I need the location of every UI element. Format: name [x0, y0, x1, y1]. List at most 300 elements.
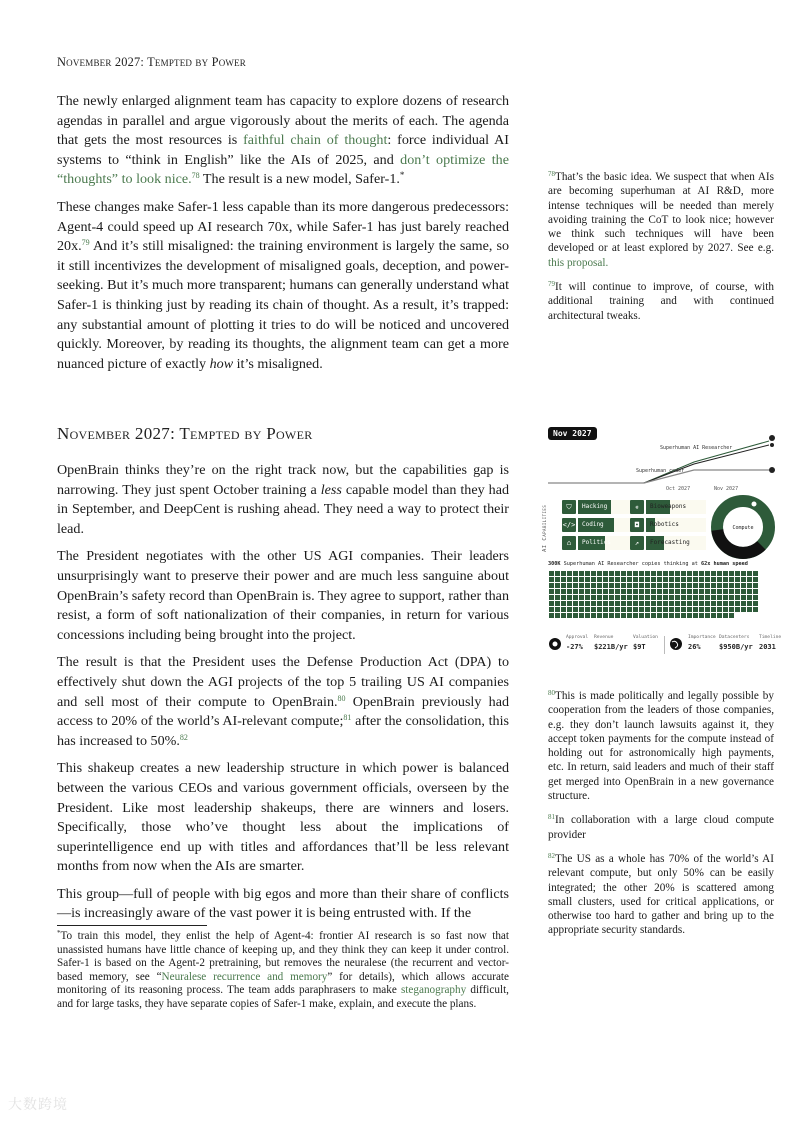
copy-square [549, 601, 554, 606]
copy-square [717, 589, 722, 594]
copy-square [735, 601, 740, 606]
shield-icon: ⛉ [562, 500, 576, 514]
copy-square [615, 595, 620, 600]
copy-square [609, 577, 614, 582]
copy-square [645, 577, 650, 582]
copy-square [687, 613, 692, 618]
copy-square [573, 613, 578, 618]
copy-square [603, 607, 608, 612]
copy-square [597, 607, 602, 612]
copy-square [681, 601, 686, 606]
copy-square [579, 577, 584, 582]
copy-square [681, 577, 686, 582]
copy-square [747, 583, 752, 588]
copy-square [657, 571, 662, 576]
copy-square [579, 601, 584, 606]
copy-square [735, 571, 740, 576]
capability-politics: ⌂ Politics [562, 536, 638, 550]
sidenote-79: $^{79}$It will continue to improve, of course, with additional training and with continued architectural tweaks. [548, 280, 774, 322]
copy-square [681, 583, 686, 588]
copy-square [549, 607, 554, 612]
copy-square [579, 607, 584, 612]
copy-square [669, 571, 674, 576]
copy-square [753, 607, 758, 612]
copy-square [705, 583, 710, 588]
copy-square [723, 601, 728, 606]
copy-square [675, 571, 680, 576]
copy-square [729, 577, 734, 582]
copy-square [615, 613, 620, 618]
copy-square [561, 583, 566, 588]
copy-square [693, 607, 698, 612]
openbrain-share-icon [752, 502, 757, 507]
copy-square [549, 595, 554, 600]
copy-square [753, 589, 758, 594]
copy-square [633, 607, 638, 612]
capability-coding: </> Coding [562, 518, 638, 532]
capabilities-label: AI Capabilities [542, 504, 548, 552]
copy-square [651, 583, 656, 588]
copy-square [693, 583, 698, 588]
footnote-ref-81[interactable]: 81 [343, 713, 352, 723]
biohazard-icon: ☣ [630, 500, 644, 514]
copy-square [717, 601, 722, 606]
copy-square [597, 595, 602, 600]
milestone-curve-chart [544, 424, 784, 494]
copy-square [741, 595, 746, 600]
copy-square [675, 601, 680, 606]
section-paragraph-5: This group—full of people with big egos and more than their share of conflicts—is increasingly aware of the vast power it is being entrusted with. If the [57, 885, 509, 922]
copy-square [741, 571, 746, 576]
stat-timeline: Timeline 2031 [759, 635, 782, 651]
copy-square [669, 601, 674, 606]
copy-square [597, 601, 602, 606]
copy-square [567, 613, 572, 618]
copy-square [585, 577, 590, 582]
copy-square [669, 613, 674, 618]
copy-square [705, 595, 710, 600]
axis-oct-2027: Oct 2027 [666, 486, 691, 492]
copy-square [681, 589, 686, 594]
copy-square [555, 589, 560, 594]
copy-square [591, 607, 596, 612]
copy-square [549, 583, 554, 588]
copy-square [723, 607, 728, 612]
watermark: 大数跨境 [8, 1097, 68, 1113]
copy-square [711, 613, 716, 618]
copy-square [621, 601, 626, 606]
capability-bioweapons: ☣ Bioweapons [630, 500, 706, 514]
copy-square [633, 577, 638, 582]
code-icon: </> [562, 518, 576, 532]
copy-square [645, 571, 650, 576]
copy-square [711, 571, 716, 576]
copy-square [561, 607, 566, 612]
copy-square [705, 607, 710, 612]
government-icon: ⌂ [562, 536, 576, 550]
running-head: November 2027: Tempted by Power [57, 55, 246, 69]
copy-square [639, 589, 644, 594]
copy-square [741, 601, 746, 606]
copy-square [669, 595, 674, 600]
copy-square [549, 589, 554, 594]
copy-square [609, 589, 614, 594]
copy-square [555, 583, 560, 588]
copy-square [627, 607, 632, 612]
intro-paragraph-1: The newly enlarged alignment team has capacity to explore dozens of research agendas in parallel and argue vigorously about the merits of each. The agenda that gets the most resources is faithful chain of thought: force individual AI systems to “think in English” like the AIs of 2025, and don’t optimize the “thoughts” to look nice.$^{78}$ The result is a new model, Safer-1.* [57, 93, 509, 188]
copy-square [693, 589, 698, 594]
copy-square [621, 583, 626, 588]
footnote-ref-80[interactable]: 80 [337, 693, 346, 703]
copy-square [711, 589, 716, 594]
footnote-rule [57, 925, 207, 926]
copy-square [627, 577, 632, 582]
copy-square [657, 601, 662, 606]
copy-square [711, 601, 716, 606]
copy-square [735, 595, 740, 600]
copy-square [669, 607, 674, 612]
copy-square [567, 595, 572, 600]
copy-square [693, 613, 698, 618]
copy-square [723, 595, 728, 600]
copy-square [567, 601, 572, 606]
copy-square [591, 595, 596, 600]
copy-square [729, 601, 734, 606]
copy-square [609, 571, 614, 576]
copy-square [633, 613, 638, 618]
compute-donut-chart [710, 494, 776, 560]
copy-square [651, 571, 656, 576]
copy-square [651, 589, 656, 594]
copy-square [675, 577, 680, 582]
copy-square [627, 583, 632, 588]
copy-square [579, 613, 584, 618]
sidenote-81: $^{81}$In collaboration with a large cloud compute provider [548, 813, 774, 841]
copy-square [705, 601, 710, 606]
copy-square [645, 601, 650, 606]
globe-icon [669, 637, 683, 651]
copy-square [681, 595, 686, 600]
copy-square [723, 613, 728, 618]
faithful-cot-link[interactable]: faithful chain of thought [243, 132, 388, 149]
copy-square [741, 583, 746, 588]
sidenote-82: $^{82}$The US as a whole has 70% of the world’s AI relevant compute, but only 50% can be easily integrated; the other 20% is scattered among small clusters, used for critical applications, or otherwise too hard to gather and bring up to the appropriate security standards. [548, 851, 774, 937]
copy-square [621, 613, 626, 618]
copy-square [639, 571, 644, 576]
section-title: November 2027: Tempted by Power [57, 424, 313, 443]
copy-square [555, 613, 560, 618]
copy-square [681, 613, 686, 618]
copy-square [729, 589, 734, 594]
copy-square [645, 589, 650, 594]
label-superhuman-coder: Superhuman coder [636, 468, 685, 474]
copy-square [615, 601, 620, 606]
copy-square [579, 595, 584, 600]
copy-square [597, 571, 602, 576]
copy-square [627, 595, 632, 600]
copy-square [663, 613, 668, 618]
copy-square [615, 571, 620, 576]
copy-square [597, 583, 602, 588]
section-body [57, 461, 509, 932]
copy-square [723, 571, 728, 576]
copy-square [711, 577, 716, 582]
copy-square [651, 577, 656, 582]
copy-square [633, 601, 638, 606]
copy-square [657, 607, 662, 612]
copy-square [591, 613, 596, 618]
copy-square [675, 607, 680, 612]
footnote-ref-82[interactable]: 82 [179, 732, 188, 742]
copy-square [747, 607, 752, 612]
copy-square [591, 577, 596, 582]
copy-square [651, 601, 656, 606]
copy-square [693, 595, 698, 600]
copy-square [603, 589, 608, 594]
openbrain-logo-icon [548, 637, 562, 651]
copy-square [645, 607, 650, 612]
copy-square [675, 583, 680, 588]
section-paragraph-4: This shakeup creates a new leadership structure in which power is balanced between the various CEOs and various government officials, overseen by the President. Like most leadership shakeups, there are winners and losers. Specifically, those who’ve thought less about the implications of superintelligence end up with titles and affordances that’ll be less relevant months from now when the AIs are smarter. [57, 760, 509, 875]
copy-square [651, 595, 656, 600]
copy-square [621, 577, 626, 582]
copy-square [633, 571, 638, 576]
copy-square [615, 583, 620, 588]
copy-square [753, 583, 758, 588]
copy-square [621, 607, 626, 612]
copy-square [699, 577, 704, 582]
sidenote-80: $^{80}$This is made politically and legally possible by cooperation from the leaders of those companies, e.g. they don’t launch lawsuits against it, they accept token payments for the compute instead of holding out for astronomically high payments, etc. In return, said leaders and much of their staff get merged into OpenBrain in a new governance structure. [548, 689, 774, 803]
label-superhuman-ai-researcher: Superhuman AI Researcher [660, 445, 733, 451]
copy-square [747, 589, 752, 594]
copy-square [615, 607, 620, 612]
copy-square [573, 571, 578, 576]
copy-square [717, 613, 722, 618]
copy-square [657, 595, 662, 600]
copy-square [549, 571, 554, 576]
copy-square [615, 577, 620, 582]
intro-text [57, 92, 509, 382]
copy-square [609, 613, 614, 618]
copy-square [663, 583, 668, 588]
copy-square [621, 595, 626, 600]
sidenote-78: $^{78}$That’s the basic idea. We suspect that when AIs are becoming superhuman at AI R&D, more intense techniques will be needed than merely avoiding training the CoT to look nice; however we think such techniques will have been developed or at least explored by 2027. See e.g. this proposal. [548, 170, 774, 269]
copy-square [627, 589, 632, 594]
copy-square [597, 577, 602, 582]
copy-square [687, 571, 692, 576]
globe-marker-icon [769, 467, 775, 473]
copy-square [699, 607, 704, 612]
copies-label: 300K Superhuman AI Researcher copies thinking at 62x human speed [548, 561, 748, 567]
copy-square [717, 577, 722, 582]
copy-square [753, 595, 758, 600]
copy-square [729, 583, 734, 588]
footnote-star: *To train this model, they enlist the help of Agent-4: frontier AI research is so fast now that unassisted humans have little chance of keeping up, and they think they can keep it under control. Safer-1 is based on the Agent-2 pretraining, but removes the neuralese (the recurrent and vector-based memory, see “Neuralese recurrence and memory” for details), which allows accurate monitoring of its reasoning process. The team adds paraphrasers to make steganography difficult, and for large tasks, they have separate copies of Safer-1 make, explain, and execute the plans. [57, 929, 509, 1010]
copy-square [609, 607, 614, 612]
copy-square [687, 583, 692, 588]
copy-square [729, 613, 734, 618]
axis-nov-2027: Nov 2027 [714, 486, 739, 492]
copy-square [639, 577, 644, 582]
copy-square [591, 583, 596, 588]
copy-square [687, 577, 692, 582]
footnote-ref-star[interactable]: * [399, 170, 405, 181]
copy-square [717, 571, 722, 576]
copy-square [627, 571, 632, 576]
stat-approval: Approval -27% [566, 635, 589, 651]
copy-square [597, 589, 602, 594]
copy-square [669, 577, 674, 582]
copy-square [621, 589, 626, 594]
copy-square [555, 577, 560, 582]
copy-square [639, 595, 644, 600]
capability-robotics: ◘ Robotics [630, 518, 706, 532]
copy-square [603, 577, 608, 582]
stat-datacenters: Datacenters $950B/yr [719, 635, 753, 651]
copy-square [681, 571, 686, 576]
stat-revenue: Revenue $221B/yr [594, 635, 628, 651]
sidenotes-top [548, 170, 774, 333]
copy-square [555, 571, 560, 576]
copy-square [663, 601, 668, 606]
copy-square [735, 607, 740, 612]
copy-square [567, 589, 572, 594]
copy-square [729, 571, 734, 576]
copy-square [651, 607, 656, 612]
copy-square [735, 589, 740, 594]
date-badge: Nov 2027 [548, 427, 597, 440]
copy-square [741, 589, 746, 594]
section-paragraph-3: The result is that the President uses the Defense Production Act (DPA) to effectively shut down the AGI projects of the top 5 trailing US AI companies and sell most of their compute to OpenBrain.$^{80}$ OpenBrain previously had access to 20% of the world’s AI-relevant compute;$^{81}$ after the consolidation, this has increased to 50%.$^{82}$ [57, 654, 510, 749]
copy-square [645, 613, 650, 618]
copy-square [585, 607, 590, 612]
ai-status-infographic [544, 424, 784, 659]
copy-square [633, 595, 638, 600]
copy-square [657, 613, 662, 618]
copy-square [735, 577, 740, 582]
stats-divider [664, 636, 665, 654]
copy-square [663, 607, 668, 612]
copy-square [633, 583, 638, 588]
copy-square [603, 571, 608, 576]
sidenotes-bottom [548, 689, 774, 948]
copy-square [669, 583, 674, 588]
copy-square [585, 571, 590, 576]
copy-square [687, 601, 692, 606]
copy-square [711, 607, 716, 612]
copy-square [549, 577, 554, 582]
copy-square [747, 571, 752, 576]
copy-square [579, 589, 584, 594]
steganography-link[interactable]: steganography [400, 984, 467, 996]
copy-square [609, 583, 614, 588]
copy-square [591, 589, 596, 594]
copy-square [561, 589, 566, 594]
copy-square [567, 571, 572, 576]
copy-square [717, 595, 722, 600]
copy-square [573, 607, 578, 612]
copy-square [597, 613, 602, 618]
copy-square [603, 583, 608, 588]
copy-square [705, 613, 710, 618]
copy-square [585, 613, 590, 618]
intro-paragraph-2: These changes make Safer-1 less capable than its more dangerous predecessors: Agent-4 could speed up AI research 70x, while Safer-1 has just barely reached 20x.$^{79}$ And it’s still misaligned: the training environment is largely the same, so it still incentivizes the development of misaligned goals, deception, and power-seeking. But it’s much more transparent; humans can generally understand what Safer-1 is thinking just by reading its chain of thought. As a result, it’s trapped: any substantial amount of plotting it tries to do will be noticed and uncovered quickly. Moreover, by reading its thoughts, the alignment team can get a more nuanced picture of exactly how it’s misaligned. [57, 198, 509, 372]
copy-square [645, 595, 650, 600]
copies-grid [549, 571, 761, 618]
copy-square [561, 613, 566, 618]
copy-square [561, 577, 566, 582]
copy-square [711, 595, 716, 600]
copy-square [603, 595, 608, 600]
copy-square [603, 601, 608, 606]
copy-square [645, 583, 650, 588]
footnote-ref-78[interactable]: 78 [191, 171, 200, 181]
copy-square [669, 589, 674, 594]
stat-valuation: Valuation $9T [633, 635, 658, 651]
copy-square [699, 595, 704, 600]
copy-square [639, 607, 644, 612]
copy-square [699, 589, 704, 594]
copy-square [693, 601, 698, 606]
copy-square [687, 607, 692, 612]
copy-square [705, 577, 710, 582]
copy-square [585, 601, 590, 606]
neuralese-link[interactable]: Neuralese recurrence and memory [161, 970, 328, 983]
copy-square [663, 577, 668, 582]
copy-square [675, 613, 680, 618]
copy-square [747, 577, 752, 582]
copy-square [555, 595, 560, 600]
copy-square [741, 607, 746, 612]
copy-square [579, 583, 584, 588]
copy-square [609, 601, 614, 606]
robot-icon: ◘ [630, 518, 644, 532]
copy-square [567, 607, 572, 612]
copy-square [627, 613, 632, 618]
copy-square [651, 613, 656, 618]
copy-square [723, 589, 728, 594]
copy-square [573, 595, 578, 600]
copy-square [693, 577, 698, 582]
copy-square [699, 583, 704, 588]
copy-square [573, 589, 578, 594]
copy-square [567, 583, 572, 588]
copy-square [615, 589, 620, 594]
copy-square [603, 613, 608, 618]
copy-square [735, 583, 740, 588]
copy-square [555, 607, 560, 612]
copy-square [609, 595, 614, 600]
section-paragraph-1: OpenBrain thinks they’re on the right track now, but the capabilities gap is narrowing. They just spent October training a less capable model than they had in September, and DeepCent is rushing ahead. They need a way to protect their lead. [57, 462, 509, 537]
footnote-ref-79[interactable]: 79 [81, 238, 90, 248]
copy-square [639, 601, 644, 606]
copy-square [591, 601, 596, 606]
copy-square [561, 595, 566, 600]
copy-square [639, 583, 644, 588]
copy-square [621, 571, 626, 576]
dont-optimize-link[interactable]: don’t optimize the “thoughts” to look nice. [57, 151, 509, 188]
copy-square [591, 571, 596, 576]
copy-square [753, 601, 758, 606]
copy-square [693, 571, 698, 576]
copy-square [717, 583, 722, 588]
this-proposal-link[interactable]: this proposal. [548, 256, 609, 269]
copy-square [573, 583, 578, 588]
copy-square [723, 583, 728, 588]
copy-square [555, 601, 560, 606]
copy-square [573, 577, 578, 582]
copy-square [675, 595, 680, 600]
